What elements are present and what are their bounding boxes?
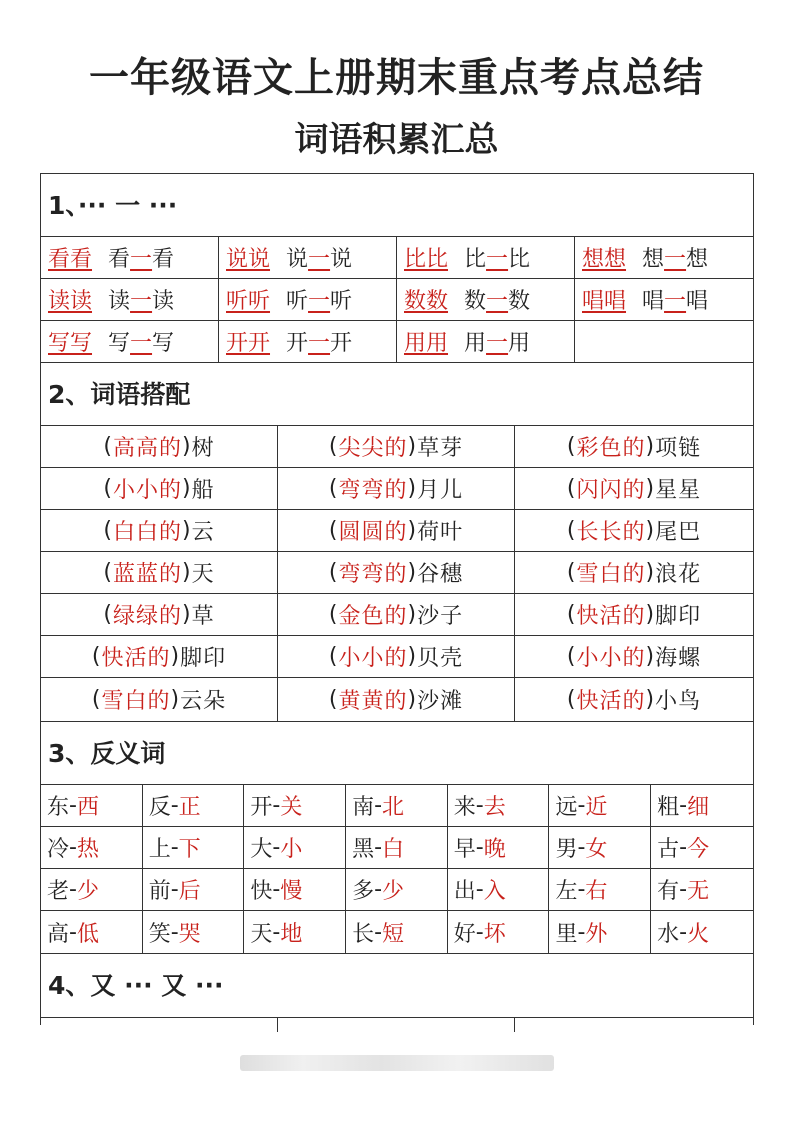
collocation-adjective: 高高的 xyxy=(112,436,182,461)
reduplication-cell: 数数 数 一 数 xyxy=(397,279,575,320)
collocation-noun: 树 xyxy=(191,436,215,461)
antonym-pair: 好 - 坏 xyxy=(448,911,550,953)
reduplication-cell: 唱唱 唱 一 唱 xyxy=(575,279,753,320)
collocation-cell: ( 白白的 ) 云 xyxy=(41,510,278,551)
antonym-pair: 粗 - 细 xyxy=(657,793,710,820)
yi-char: 一 xyxy=(486,289,509,314)
reduplication-cell: 想想 想 一 想 xyxy=(575,237,753,278)
yi-char: 一 xyxy=(308,289,331,314)
reduplication-cell: 写写 写 一 写 xyxy=(41,321,219,362)
vocabulary-table xyxy=(40,173,754,1025)
collocation-adjective: 小小的 xyxy=(112,478,182,503)
yi-char: 一 xyxy=(308,331,331,356)
collocation-noun: 项链 xyxy=(655,436,702,461)
section-2-row xyxy=(41,552,753,594)
collocation-noun: 天 xyxy=(191,562,215,587)
collocation-noun: 草 xyxy=(191,604,215,629)
section-2-heading: 2、词语搭配 xyxy=(41,363,753,426)
collocation-noun: 月儿 xyxy=(417,478,464,503)
section-4-cut-row xyxy=(41,1018,753,1032)
collocation-adjective: 尖尖的 xyxy=(338,436,408,461)
collocation-adjective: 雪白的 xyxy=(101,689,171,714)
collocation-noun: 云朵 xyxy=(180,689,227,714)
section-3-row xyxy=(41,827,753,869)
collocation-adjective: 快活的 xyxy=(576,604,646,629)
collocation-noun: 沙滩 xyxy=(417,689,464,714)
collocation-adjective: 圆圆的 xyxy=(338,520,408,545)
doubled-word: 看看 xyxy=(48,247,93,272)
collocation-cell: ( 快活的 ) 脚印 xyxy=(41,636,278,677)
collocation-adjective: 快活的 xyxy=(576,689,646,714)
antonym-pair: 笑 - 哭 xyxy=(143,911,245,953)
collocation-adjective: 小小的 xyxy=(338,646,408,671)
collocation-noun: 草芽 xyxy=(417,436,464,461)
collocation-cell: ( 蓝蓝的 ) 天 xyxy=(41,552,278,593)
collocation-cell: ( 绿绿的 ) 草 xyxy=(41,594,278,635)
antonym-pair: 古 - 今 xyxy=(657,835,710,862)
collocation-cell: ( 小小的 ) 贝壳 xyxy=(278,636,515,677)
collocation-adjective: 白白的 xyxy=(112,520,182,545)
yi-char: 一 xyxy=(130,247,153,272)
collocation-cell: ( 快活的 ) 脚印 xyxy=(515,594,753,635)
antonym-pair: 冷 - 热 xyxy=(41,827,143,868)
doubled-word: 读读 xyxy=(48,289,93,314)
doubled-word: 写写 xyxy=(48,331,93,356)
antonym-pair: 上 - 下 xyxy=(143,827,245,868)
section-3-heading: 3、反义词 xyxy=(41,722,753,785)
yi-char: 一 xyxy=(664,247,687,272)
doubled-word: 说说 xyxy=(226,247,271,272)
antonym-pair: 男 - 女 xyxy=(549,827,651,868)
antonym-pair: 天 - 地 xyxy=(244,911,346,953)
section-1-row xyxy=(41,279,753,321)
antonym-pair: 南 - 北 xyxy=(346,785,448,826)
section-2-row xyxy=(41,678,753,722)
section-2-row xyxy=(41,594,753,636)
collocation-adjective: 蓝蓝的 xyxy=(112,562,182,587)
section-2-row xyxy=(41,510,753,552)
antonym-pair: 开 - 关 xyxy=(244,785,346,826)
cut-cell xyxy=(515,1018,753,1032)
yi-char: 一 xyxy=(486,247,509,272)
collocation-adjective: 长长的 xyxy=(576,520,646,545)
yi-char: 一 xyxy=(130,331,153,356)
doubled-word: 比比 xyxy=(404,247,449,272)
doubled-word: 听听 xyxy=(226,289,271,314)
cut-cell xyxy=(278,1018,515,1032)
antonym-pair: 前 - 后 xyxy=(143,869,245,910)
collocation-noun: 脚印 xyxy=(180,646,227,671)
section-2-row xyxy=(41,636,753,678)
reduplication-cell: 听听 听 一 听 xyxy=(219,279,397,320)
antonym-pair: 左 - 右 xyxy=(549,869,651,910)
collocation-noun: 海螺 xyxy=(655,646,702,671)
collocation-adjective: 彩色的 xyxy=(576,436,646,461)
yi-char: 一 xyxy=(664,289,687,314)
collocation-cell: ( 弯弯的 ) 谷穗 xyxy=(278,552,515,593)
antonym-pair: 出 - 入 xyxy=(448,869,550,910)
collocation-cell: ( 雪白的 ) 云朵 xyxy=(41,678,278,721)
doubled-word: 数数 xyxy=(404,289,449,314)
antonym-pair: 高 - 低 xyxy=(41,911,143,953)
antonym-pair: 水 - 火 xyxy=(657,919,710,947)
doubled-word: 开开 xyxy=(226,331,271,356)
collocation-cell: ( 快活的 ) 小鸟 xyxy=(515,678,753,721)
collocation-cell: ( 闪闪的 ) 星星 xyxy=(515,468,753,509)
section-3-row xyxy=(41,869,753,911)
collocation-cell: ( 高高的 ) 树 xyxy=(41,426,278,467)
collocation-adjective: 闪闪的 xyxy=(576,478,646,503)
antonym-pair: 有 - 无 xyxy=(657,877,710,904)
collocation-noun: 星星 xyxy=(655,478,702,503)
collocation-cell: ( 彩色的 ) 项链 xyxy=(515,426,753,467)
collocation-adjective: 金色的 xyxy=(338,604,408,629)
page-title: 一年级语文上册期末重点考点总结 xyxy=(89,55,704,101)
section-1-heading: 1、··· 一 ··· xyxy=(41,174,753,237)
collocation-noun: 小鸟 xyxy=(655,689,702,714)
blurred-watermark xyxy=(240,1055,554,1071)
antonym-pair: 多 - 少 xyxy=(346,869,448,910)
collocation-cell: ( 弯弯的 ) 月儿 xyxy=(278,468,515,509)
section-4-heading: 4、又 ··· 又 ··· xyxy=(41,954,753,1018)
doubled-word: 想想 xyxy=(582,247,627,272)
reduplication-cell: 读读 读 一 读 xyxy=(41,279,219,320)
collocation-cell: ( 圆圆的 ) 荷叶 xyxy=(278,510,515,551)
collocation-noun: 谷穗 xyxy=(417,562,464,587)
collocation-cell: ( 黄黄的 ) 沙滩 xyxy=(278,678,515,721)
antonym-pair: 长 - 短 xyxy=(346,911,448,953)
reduplication-cell: 看看 看 一 看 xyxy=(41,237,219,278)
doubled-word: 唱唱 xyxy=(582,289,627,314)
section-2-row xyxy=(41,426,753,468)
reduplication-cell: 用用 用 一 用 xyxy=(397,321,575,362)
antonym-pair: 来 - 去 xyxy=(448,785,550,826)
collocation-cell: ( 金色的 ) 沙子 xyxy=(278,594,515,635)
antonym-pair: 老 - 少 xyxy=(41,869,143,910)
collocation-cell: ( 小小的 ) 船 xyxy=(41,468,278,509)
antonym-pair: 黑 - 白 xyxy=(346,827,448,868)
antonym-pair: 里 - 外 xyxy=(549,911,651,953)
reduplication-cell: 开开 开 一 开 xyxy=(219,321,397,362)
section-1-row xyxy=(41,237,753,279)
collocation-noun: 脚印 xyxy=(655,604,702,629)
yi-char: 一 xyxy=(486,331,509,356)
collocation-adjective: 黄黄的 xyxy=(338,689,408,714)
collocation-noun: 沙子 xyxy=(417,604,464,629)
section-1-row xyxy=(41,321,753,363)
collocation-adjective: 弯弯的 xyxy=(338,478,408,503)
collocation-noun: 船 xyxy=(191,478,215,503)
section-3-row xyxy=(41,785,753,827)
collocation-adjective: 弯弯的 xyxy=(338,562,408,587)
reduplication-cell: 比比 比 一 比 xyxy=(397,237,575,278)
collocation-noun: 尾巴 xyxy=(655,520,702,545)
yi-char: 一 xyxy=(308,247,331,272)
antonym-pair: 反 - 正 xyxy=(143,785,245,826)
empty-cell xyxy=(575,321,753,362)
section-3-row xyxy=(41,911,753,954)
antonym-pair: 远 - 近 xyxy=(549,785,651,826)
collocation-adjective: 快活的 xyxy=(101,646,171,671)
doubled-word: 用用 xyxy=(404,331,449,356)
reduplication-cell: 说说 说 一 说 xyxy=(219,237,397,278)
collocation-adjective: 小小的 xyxy=(576,646,646,671)
section-2-row xyxy=(41,468,753,510)
collocation-adjective: 雪白的 xyxy=(576,562,646,587)
antonym-pair: 东 - 西 xyxy=(41,785,143,826)
collocation-cell: ( 尖尖的 ) 草芽 xyxy=(278,426,515,467)
yi-char: 一 xyxy=(130,289,153,314)
collocation-cell: ( 长长的 ) 尾巴 xyxy=(515,510,753,551)
page-subtitle: 词语积累汇总 xyxy=(294,120,499,160)
collocation-noun: 浪花 xyxy=(655,562,702,587)
collocation-cell: ( 小小的 ) 海螺 xyxy=(515,636,753,677)
collocation-noun: 云 xyxy=(191,520,215,545)
collocation-noun: 贝壳 xyxy=(417,646,464,671)
collocation-adjective: 绿绿的 xyxy=(112,604,182,629)
collocation-cell: ( 雪白的 ) 浪花 xyxy=(515,552,753,593)
cut-cell xyxy=(41,1018,278,1032)
antonym-pair: 早 - 晚 xyxy=(448,827,550,868)
antonym-pair: 大 - 小 xyxy=(244,827,346,868)
antonym-pair: 快 - 慢 xyxy=(244,869,346,910)
collocation-noun: 荷叶 xyxy=(417,520,464,545)
